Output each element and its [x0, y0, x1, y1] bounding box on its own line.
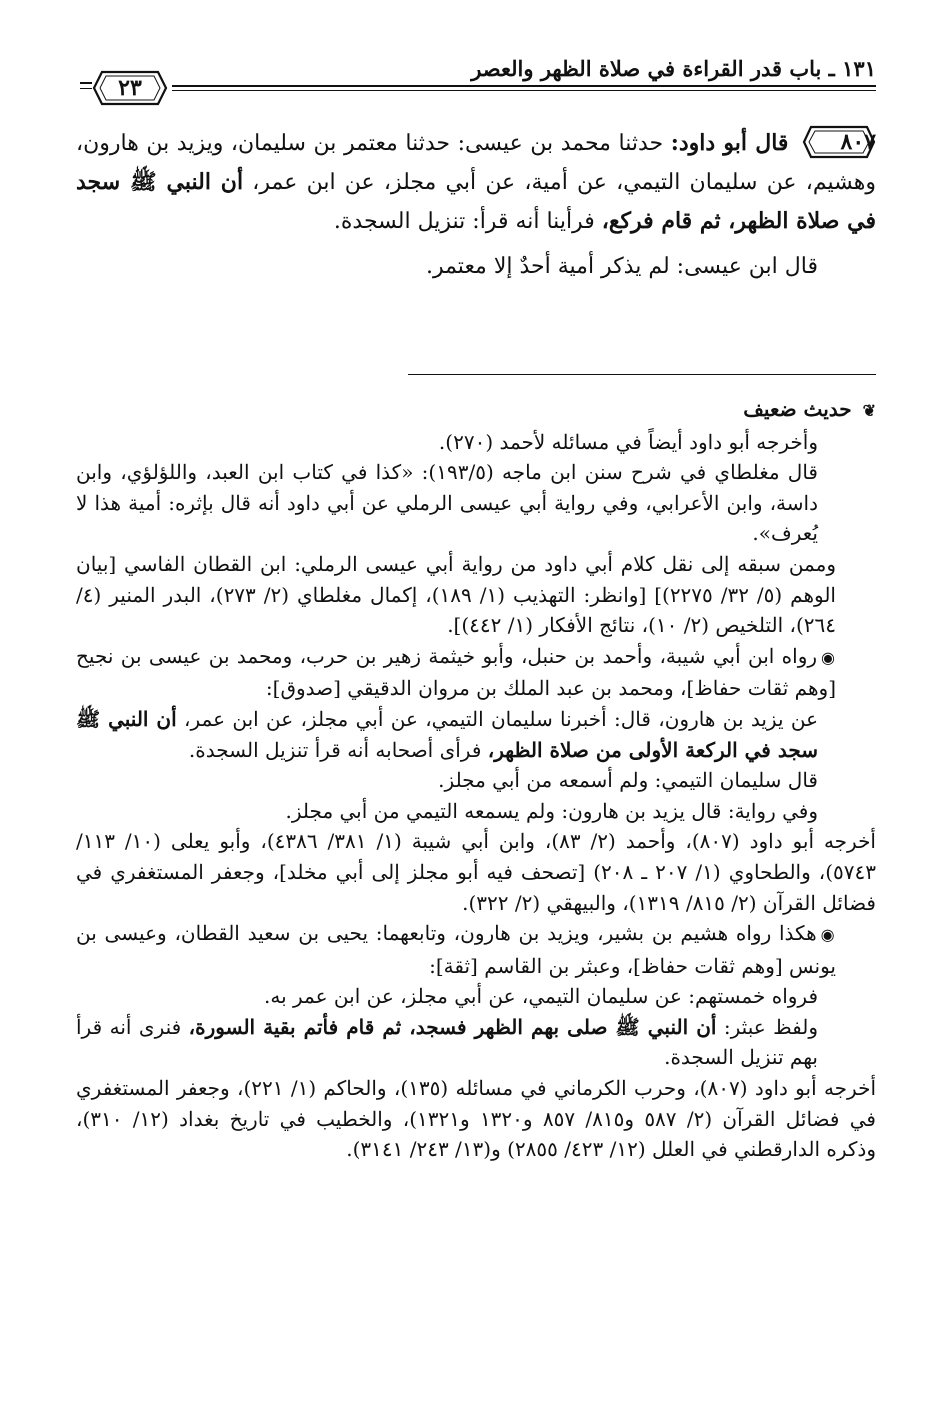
bullet-marker-icon: ◉ — [821, 647, 836, 667]
commentary-paragraphs — [76, 427, 876, 1165]
paragraph-tail-text: فنرى أنه قرأ بهم تنزيل السجدة. — [76, 1014, 818, 1070]
header-rule — [172, 85, 876, 87]
isnad-text: حدثنا محمد بن عيسى: حدثنا معتمر بن سليمان، ويزيد بن هارون، وهشيم، عن سليمان التيمي، عن أمية، عن أبي مجلز، عن ابن عمر، — [76, 131, 876, 195]
commentary-paragraph — [76, 1012, 876, 1073]
hadith-number: ٨٠٧ — [840, 129, 876, 155]
paragraph-text: أخرجه أبو داود (٨٠٧)، وحرب الكرماني في مسائله (١٣٥)، والحاكم (١/ ٢٢١)، وجعفر المستغفري في فضائل القرآن (٢/ ٥٨٧ و٨١٥/ ٨٥٧ و١٣٢٠ و١٣٢١)، والخطيب في تاريخ بغداد (١٢/ ٣١٠)، وذكره الدارقطني في العلل (١٢/ ٤٢٣/ ٢٨٥٥) و(١٣/ ٢٤٣/ ٣١٤١). — [76, 1076, 876, 1162]
footnote-separator — [408, 374, 876, 375]
paragraph-bold-text: أن النبي ﷺ صلى بهم الظهر فسجد، ثم قام فأتم بقية السورة، — [188, 1014, 717, 1039]
commentary-paragraph — [76, 765, 876, 796]
paragraph-text: قال مغلطاي في شرح سنن ابن ماجه (١٩٣/٥): «كذا في كتاب ابن العبد، واللؤلؤي، وابن داسة، وابن الأعرابي، وفي رواية أبي عيسى الرملي عن أبي داود أنه قال بإثره: أمية هذا لا يُعرف». — [76, 460, 818, 546]
commentary-paragraph — [76, 549, 876, 641]
grade-line — [76, 394, 876, 427]
paragraph-text: ولفظ عبثر: — [723, 1014, 818, 1039]
bullet-marker-icon: ◉ — [820, 925, 836, 945]
paragraph-text: هكذا رواه هشيم بن بشير، ويزيد بن هارون، وتابعهما: يحيى بن سعيد القطان، وعيسى بن يونس [وهم ثقات حفاظ]، وعبثر بن القاسم [ثقة]: — [76, 921, 836, 978]
matn-bold: أن النبي ﷺ سجد في صلاة الظهر، ثم قام فركع، — [76, 169, 876, 234]
header-rule-left — [80, 82, 92, 84]
page-number: ٢٣ — [118, 75, 142, 101]
commentary-paragraph — [76, 704, 876, 765]
commentary-paragraph — [76, 918, 876, 981]
commentary-paragraph — [76, 981, 876, 1012]
header-rule-left-thin — [80, 88, 92, 89]
paragraph-text: وأخرجه أبو داود أيضاً في مسائله لأحمد (٢٧٠). — [438, 429, 818, 454]
commentary-paragraph — [76, 1073, 876, 1165]
commentary-block — [76, 394, 876, 1165]
commentary-paragraph — [76, 796, 876, 827]
hadith-number-badge — [802, 125, 876, 159]
paragraph-text: عن يزيد بن هارون، قال: أخبرنا سليمان التيمي، عن أبي مجلز، عن ابن عمر، — [184, 706, 819, 731]
commentary-paragraph — [76, 826, 876, 918]
commentary-paragraph — [76, 427, 876, 458]
header-rule-thin — [172, 90, 876, 91]
paragraph-text: أخرجه أبو داود (٨٠٧)، وأحمد (٢/ ٨٣)، وابن أبي شيبة (١/ ٣٨١/ ٤٣٨٦)، وأبو يعلى (١٠/ ١١٣/ ٥٧٤٣)، والطحاوي (١/ ٢٠٧ ـ ٢٠٨) [تصحف فيه أبو مجلز إلى أبي مخلد]، وجعفر المستغفري في فضائل القرآن (٢/ ٨١٥/ ١٣١٩)، والبيهقي (٢/ ٣٢٢). — [76, 829, 876, 915]
commentary-paragraph — [76, 641, 876, 704]
paragraph-text: وفي رواية: قال يزيد بن هارون: ولم يسمعه التيمي من أبي مجلز. — [285, 798, 818, 823]
running-title: ١٣١ ـ باب قدر القراءة في صلاة الظهر والعصر — [471, 56, 876, 81]
page-number-badge — [92, 70, 168, 106]
page-header — [80, 52, 876, 112]
hadith-text — [76, 124, 876, 241]
paragraph-text: وممن سبقه إلى نقل كلام أبي داود من رواية أبي عيسى الرملي: ابن القطان الفاسي [بيان الوهم (٥/ ٣٢/ ٢٢٧٥)] [وانظر: التهذيب (١/ ١٨٩)، إكمال مغلطاي (٢/ ٢٧٣)، البدر المنير (٤/ ٢٦٤)، التلخيص (٢/ ١٠)، نتائج الأفكار (١/ ٤٤٢)]. — [76, 551, 836, 638]
paragraph-bold-text: أن النبي ﷺ سجد في الركعة الأولى من صلاة الظهر، — [76, 706, 818, 762]
paragraph-text: فرواه خمستهم: عن سليمان التيمي، عن أبي مجلز، عن ابن عمر به. — [264, 984, 818, 1009]
hadith-note: قال ابن عيسى: لم يذكر أمية أحدٌ إلا معتمر. — [425, 254, 818, 279]
grade-marker-icon: ❦ — [862, 401, 876, 420]
narrator-intro: قال أبو داود: — [670, 130, 789, 156]
hadith-block — [76, 124, 876, 286]
paragraph-text: قال سليمان التيمي: ولم أسمعه من أبي مجلز. — [438, 768, 818, 793]
matn-rest: فرأينا أنه قرأ: تنزيل السجدة. — [333, 209, 595, 234]
paragraph-text: رواه ابن أبي شيبة، وأحمد بن حنبل، وأبو خيثمة زهير بن حرب، ومحمد بن عيسى بن نجيح [وهم ثقات حفاظ]، ومحمد بن عبد الملك بن مروان الدقيقي [صدوق]: — [76, 643, 836, 701]
paragraph-tail-text: فرأى أصحابه أنه قرأ تنزيل السجدة. — [188, 737, 482, 762]
grade-text: حديث ضعيف — [743, 397, 852, 421]
commentary-paragraph — [76, 457, 876, 549]
